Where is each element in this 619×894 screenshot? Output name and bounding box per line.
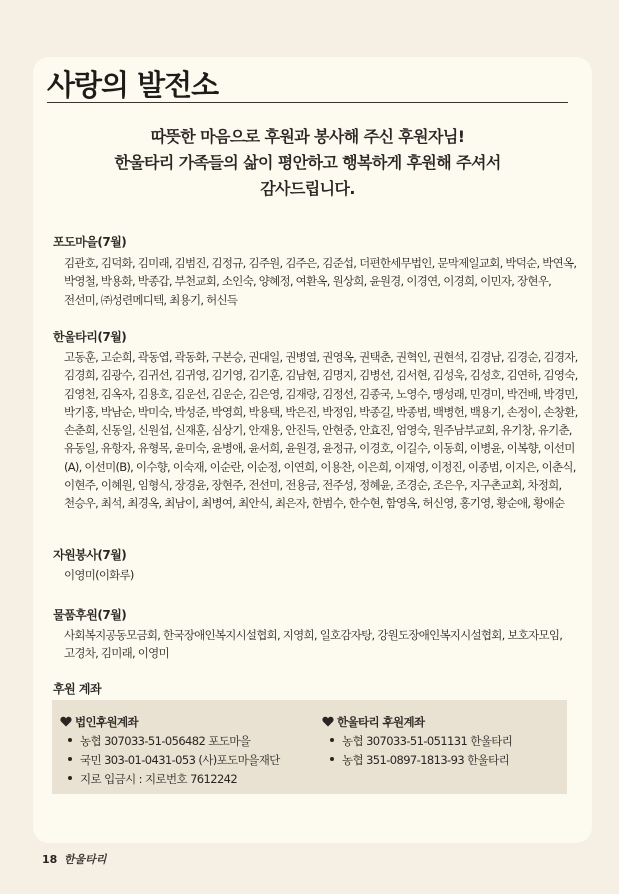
section-body-goods: 사회복지공동모금회, 한국장애인복지시설협회, 지영희, 일호감자탕, 강원도장애인복지시설협회, 보호자모임, 고경차, 김미래, 이영미 <box>64 628 563 661</box>
account-item <box>60 770 280 789</box>
thank-you-line: 감사드립니다. <box>260 179 355 198</box>
account-heading-label: 법인후원계좌 <box>75 715 139 729</box>
bullet-icon <box>330 738 334 742</box>
account-item-text: 국민 303-01-0431-053 (사)포도마을재단 <box>80 753 280 767</box>
magazine-logo: 한울타리 <box>63 853 107 866</box>
heart-icon <box>60 716 72 727</box>
account-item-text: 농협 351-0897-1813-93 한울타리 <box>342 753 510 767</box>
title-divider <box>47 102 568 103</box>
page-footer <box>42 851 106 867</box>
section-body-podo: 김관호, 김덕화, 김미래, 김범진, 김정규, 김주원, 김주은, 김준섭, 더편한세무법인, 문막제일교회, 박덕순, 박연옥, 박영철, 박용화, 박종갑, 부천교회, 소인숙, 양혜정, 여환옥, 원상희, 윤원경, 이경연, 이경희, 이민자, 장현우, 전선미, ㈜성련메디텍, 최용기, 허신득 <box>64 256 577 307</box>
heart-icon <box>322 716 334 727</box>
account-item <box>60 732 280 751</box>
account-column-corporate <box>60 712 280 789</box>
account-heading <box>322 712 512 732</box>
section-title-goods: 물품후원(7월) <box>53 608 127 622</box>
account-info-box <box>52 700 567 794</box>
page-number: 18 <box>42 853 58 866</box>
bullet-icon <box>330 757 334 761</box>
account-heading <box>60 712 280 732</box>
section-title-podo: 포도마을(7월) <box>53 235 127 249</box>
account-item <box>322 732 512 751</box>
section-title-accounts: 후원 계좌 <box>53 682 102 696</box>
account-list <box>322 732 512 770</box>
account-heading-label: 한울타리 후원계좌 <box>337 715 425 729</box>
bullet-icon <box>68 757 72 761</box>
section-title-hanultari: 한울타리(7월) <box>53 330 127 344</box>
bullet-icon <box>68 738 72 742</box>
section-title-volunteer: 자원봉사(7월) <box>53 548 127 562</box>
section-body-hanultari: 고동훈, 고순희, 곽동엽, 곽동화, 구본승, 권대일, 권병열, 권영옥, 권택춘, 권혁인, 권현석, 김경남, 김경순, 김경자, 김경희, 김광수, 김귀선, 김귀영, 김기영, 김기훈, 김남현, 김명지, 김병선, 김서현, 김성욱, 김성호, 김연하, 김영숙, 김영천, 김옥자, 김용호, 김운선, 김운순, 김은영, 김재랑, 김정선, 김종국, 노영수, 맹성래, 민경미, 박건배, 박경민, 박기홍, 박남순, 박미숙, 박성준, 박영희, 박용택, 박은진, 박정임, 박종길, 박종범, 백병헌, 백용기, 손정이, 손창환, 손춘희, 신동일, 신원섭, 신재훈, 심상기, 안재용, 안진득, 안현중, 안효진, 엄영숙, 원주남부교회, 유기창, 유기춘, 유동일, 유항자, 유형목, 윤미숙, 윤병애, 윤서희, 윤원경, 윤정규, 이경호, 이길수, 이동희, 이병윤, 이복향, 이선미(A), 이선미(B), 이수향, 이숙재, 이순란, 이순정, 이연희, 이용찬, 이은희, 이재영, 이정진, 이종범, 이지은, 이춘식, 이현주, 이혜원, 임형식, 장경윤, 장현주, 전선미, 전용금, 전주성, 정혜윤, 조경순, 조은우, 지구촌교회, 차정희, 천승우, 최석, 최경옥, 최남이, 최병여, 최안식, 최은자, 한범수, 한수현, 함영옥, 허신영, 홍기영, 황순애, 황애순 <box>64 350 578 511</box>
account-item-text: 농협 307033-51-056482 포도마을 <box>80 734 251 748</box>
account-item-text: 지로 입금시 : 지로번호 7612242 <box>80 772 238 786</box>
account-item <box>60 751 280 770</box>
account-column-hanultari <box>322 712 512 770</box>
bullet-icon <box>68 776 72 780</box>
section-body-volunteer: 이영미(이화루) <box>64 568 134 582</box>
thank-you-line: 따뜻한 마음으로 후원과 봉사해 주신 후원자님! <box>150 127 465 146</box>
page-title: 사랑의 발전소 <box>47 68 219 102</box>
thank-you-message <box>47 124 568 202</box>
account-list <box>60 732 280 789</box>
account-item <box>322 751 512 770</box>
account-item-text: 농협 307033-51-051131 한울타리 <box>342 734 513 748</box>
thank-you-line: 한울타리 가족들의 삶이 평안하고 행복하게 후원해 주셔서 <box>114 153 501 172</box>
